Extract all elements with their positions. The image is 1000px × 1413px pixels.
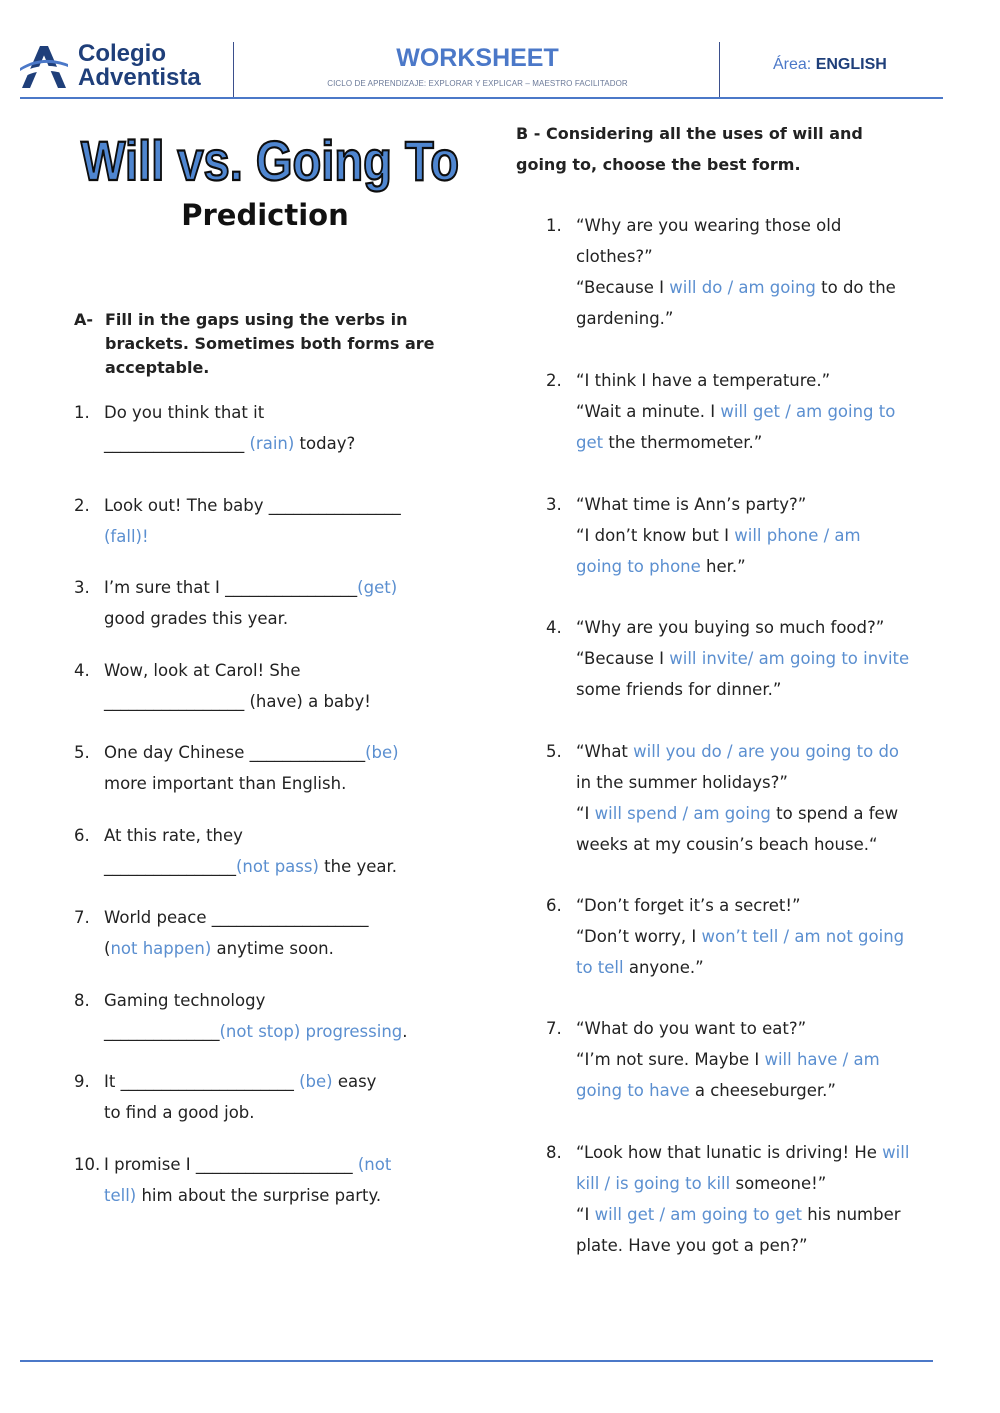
section-a-label: A- (74, 310, 94, 329)
item-number: 2. (74, 496, 90, 515)
item-line (104, 655, 371, 686)
item-text (104, 490, 401, 552)
item-text (104, 737, 399, 799)
item-line (104, 1016, 408, 1047)
verb-hint: (not (357, 1155, 392, 1174)
logo-line-1: Colegio (78, 40, 166, 67)
item-line (104, 603, 397, 634)
item-line (576, 952, 904, 983)
item-line (104, 737, 399, 768)
item-line (576, 767, 899, 798)
item-text (104, 655, 371, 717)
item-fragment: “Look how that lunatic is driving! He (576, 1143, 883, 1162)
item-line (576, 1199, 909, 1230)
item-fragment: I’m sure that I ________________ (104, 578, 358, 597)
item-number: 4. (546, 618, 562, 637)
item-fragment: Wow, look at Carol! She (104, 661, 301, 680)
item-fragment: the year. (318, 857, 398, 876)
item-fragment: the thermometer.” (603, 433, 763, 452)
item-fragment: her.” (700, 557, 746, 576)
item-line (104, 490, 401, 521)
item-fragment: him about the surprise party. (136, 1186, 382, 1205)
item-number: 3. (74, 578, 90, 597)
item-line (104, 397, 355, 428)
item-fragment: ______________ (104, 1022, 220, 1041)
answer-choice: will phone / am (734, 526, 861, 545)
answer-choice: will get / am going to (720, 402, 896, 421)
school-logo (18, 40, 230, 92)
item-fragment: anyone.” (623, 958, 704, 977)
item-fragment: World peace ___________________ (104, 908, 369, 927)
item-fragment: Gaming technology (104, 991, 266, 1010)
item-line (576, 736, 899, 767)
item-fragment: “I (576, 1205, 595, 1224)
item-line (576, 427, 895, 458)
item-line (576, 520, 861, 551)
item-line (576, 489, 861, 520)
answer-choice: will you do / are you going to do (633, 742, 900, 761)
item-line (576, 921, 904, 952)
item-line (576, 303, 896, 334)
item-fragment: in the summer holidays?” (576, 773, 788, 792)
item-text (104, 1066, 376, 1128)
item-fragment: weeks at my cousin’s beach house.“ (576, 835, 878, 854)
item-fragment: to spend a few (770, 804, 899, 823)
item-line (104, 686, 371, 717)
item-line (576, 365, 895, 396)
item-number: 6. (546, 896, 562, 915)
item-line (104, 902, 368, 933)
item-number: 4. (74, 661, 90, 680)
item-fragment: ( (104, 939, 111, 958)
item-line (104, 572, 397, 603)
item-number: 1. (74, 403, 90, 422)
worksheet-subtitle: CICLO DE APRENDIZAJE: EXPLORAR Y EXPLICAR – MAESTRO FACILITADOR (327, 79, 628, 88)
item-fragment: “What do you want to eat?” (576, 1019, 807, 1038)
verb-hint: (rain) (249, 434, 295, 453)
item-line (576, 674, 909, 705)
item-line (104, 933, 368, 964)
verb-hint: (not stop) progressing (219, 1022, 403, 1041)
item-line (104, 428, 355, 459)
item-number: 9. (74, 1072, 90, 1091)
worksheet-subtitle-prediction: Prediction (181, 198, 349, 232)
section-a-text: Fill in the gaps using the verbs in brackets. Sometimes both forms are acceptable. (105, 310, 435, 377)
area-label: Área: (773, 56, 812, 73)
answer-choice: going to phone (576, 557, 701, 576)
worksheet-header (0, 0, 1000, 100)
verb-hint: (not pass) (236, 857, 319, 876)
item-fragment: to do the (815, 278, 896, 297)
item-line (576, 396, 895, 427)
item-fragment: . (402, 1022, 408, 1041)
item-line (576, 210, 896, 241)
verb-hint: (get) (357, 578, 398, 597)
item-line (576, 890, 904, 921)
item-line (104, 1097, 376, 1128)
title-text: Will vs. Going To (81, 129, 459, 192)
item-fragment: plate. Have you got a pen?” (576, 1236, 808, 1255)
item-text (576, 890, 904, 983)
logo-line-2: Adventista (78, 64, 201, 91)
item-number: 5. (74, 743, 90, 762)
item-fragment: “What (576, 742, 634, 761)
answer-choice: will (882, 1143, 910, 1162)
item-fragment: “What time is Ann’s party?” (576, 495, 807, 514)
item-line (576, 798, 899, 829)
item-fragment: At this rate, they (104, 826, 243, 845)
item-line (576, 612, 909, 643)
item-line (104, 851, 397, 882)
item-line (576, 1168, 909, 1199)
item-fragment: to find a good job. (104, 1103, 255, 1122)
item-fragment: Look out! The baby ________________ (104, 496, 401, 515)
item-fragment: his number (801, 1205, 901, 1224)
worksheet-label: WORKSHEET (396, 44, 559, 72)
verb-hint: (be) (299, 1072, 333, 1091)
header-divider (719, 42, 720, 97)
section-b-instructions (516, 118, 916, 180)
worksheet-title (70, 118, 470, 198)
item-fragment: “Why are you wearing those old (576, 216, 842, 235)
subject-area (773, 56, 887, 74)
item-number: 7. (74, 908, 90, 927)
answer-choice: will have / am (764, 1050, 880, 1069)
item-line (104, 820, 397, 851)
item-fragment: It _____________________ (104, 1072, 300, 1091)
item-fragment: “I (576, 804, 595, 823)
item-fragment: “I’m not sure. Maybe I (576, 1050, 765, 1069)
answer-choice: will get / am going to get (594, 1205, 802, 1224)
item-fragment: ________________ (104, 857, 236, 876)
item-fragment: someone!” (730, 1174, 827, 1193)
item-line (576, 551, 861, 582)
item-fragment: “Don’t forget it’s a secret!” (576, 896, 801, 915)
answer-choice: will invite/ am going to invite (669, 649, 910, 668)
item-text (576, 489, 861, 582)
item-number: 2. (546, 371, 562, 390)
item-fragment: clothes?” (576, 247, 653, 266)
item-line (576, 1044, 880, 1075)
footer-rule (20, 1360, 933, 1362)
item-line (576, 643, 909, 674)
item-line (104, 521, 401, 552)
item-line (576, 1075, 880, 1106)
item-fragment: _________________ (104, 434, 250, 453)
item-fragment: “Because I (576, 649, 670, 668)
item-line (104, 768, 399, 799)
item-fragment: Do you think that it (104, 403, 265, 422)
item-fragment: anytime soon. (211, 939, 334, 958)
item-line (104, 1066, 376, 1097)
item-fragment: “Don’t worry, I (576, 927, 702, 946)
item-fragment: good grades this year. (104, 609, 289, 628)
item-text (576, 1013, 880, 1106)
item-text (104, 820, 397, 882)
section-b-line-2: going to, choose the best form. (516, 155, 801, 174)
answer-choice: going to have (576, 1081, 690, 1100)
section-b-line-1: B - Considering all the uses of will and (516, 124, 863, 143)
area-value: ENGLISH (815, 56, 887, 73)
item-fragment: _________________ (have) a baby! (104, 692, 371, 711)
answer-choice: to tell (576, 958, 624, 977)
item-fragment: today? (294, 434, 356, 453)
item-number: 8. (74, 991, 90, 1010)
item-line (576, 1013, 880, 1044)
verb-hint: not happen) (110, 939, 212, 958)
item-fragment: “Why are you buying so much food?” (576, 618, 885, 637)
item-number: 3. (546, 495, 562, 514)
item-number: 6. (74, 826, 90, 845)
item-text (104, 985, 408, 1047)
item-number: 8. (546, 1143, 562, 1162)
answer-choice: won’t tell / am not going (701, 927, 905, 946)
item-fragment: a cheeseburger.” (689, 1081, 836, 1100)
item-text (104, 397, 355, 459)
item-line (576, 272, 896, 303)
answer-choice: kill / is going to kill (576, 1174, 731, 1193)
answer-choice: will do / am going (669, 278, 816, 297)
item-text (576, 736, 899, 860)
verb-hint: tell) (104, 1186, 137, 1205)
item-text (576, 365, 895, 458)
answer-choice: get (576, 433, 604, 452)
logo-mark-icon (18, 44, 70, 90)
item-fragment: easy (332, 1072, 377, 1091)
item-number: 7. (546, 1019, 562, 1038)
item-text (576, 210, 896, 334)
item-line (104, 1180, 391, 1211)
item-fragment: “I think I have a temperature.” (576, 371, 831, 390)
verb-hint: (be) (365, 743, 399, 762)
item-number: 10. (74, 1155, 101, 1174)
item-text (104, 572, 397, 634)
item-text (104, 902, 368, 964)
item-fragment: I promise I ___________________ (104, 1155, 358, 1174)
item-fragment: more important than English. (104, 774, 347, 793)
item-line (104, 985, 408, 1016)
item-text (104, 1149, 391, 1211)
title-art (70, 118, 470, 198)
item-number: 5. (546, 742, 562, 761)
item-line (576, 241, 896, 272)
item-fragment: “Wait a minute. I (576, 402, 721, 421)
item-text (576, 1137, 909, 1261)
verb-hint: (fall)! (104, 527, 149, 546)
item-fragment: “I don’t know but I (576, 526, 735, 545)
item-fragment: some friends for dinner.” (576, 680, 782, 699)
item-text (576, 612, 909, 705)
item-fragment: One day Chinese ______________ (104, 743, 366, 762)
item-line (576, 1230, 909, 1261)
item-line (576, 829, 899, 860)
item-number: 1. (546, 216, 562, 235)
item-line (576, 1137, 909, 1168)
header-rule (20, 97, 943, 99)
header-divider (233, 42, 234, 97)
answer-choice: will spend / am going (594, 804, 771, 823)
item-line (104, 1149, 391, 1180)
item-fragment: gardening.” (576, 309, 674, 328)
item-fragment: “Because I (576, 278, 670, 297)
